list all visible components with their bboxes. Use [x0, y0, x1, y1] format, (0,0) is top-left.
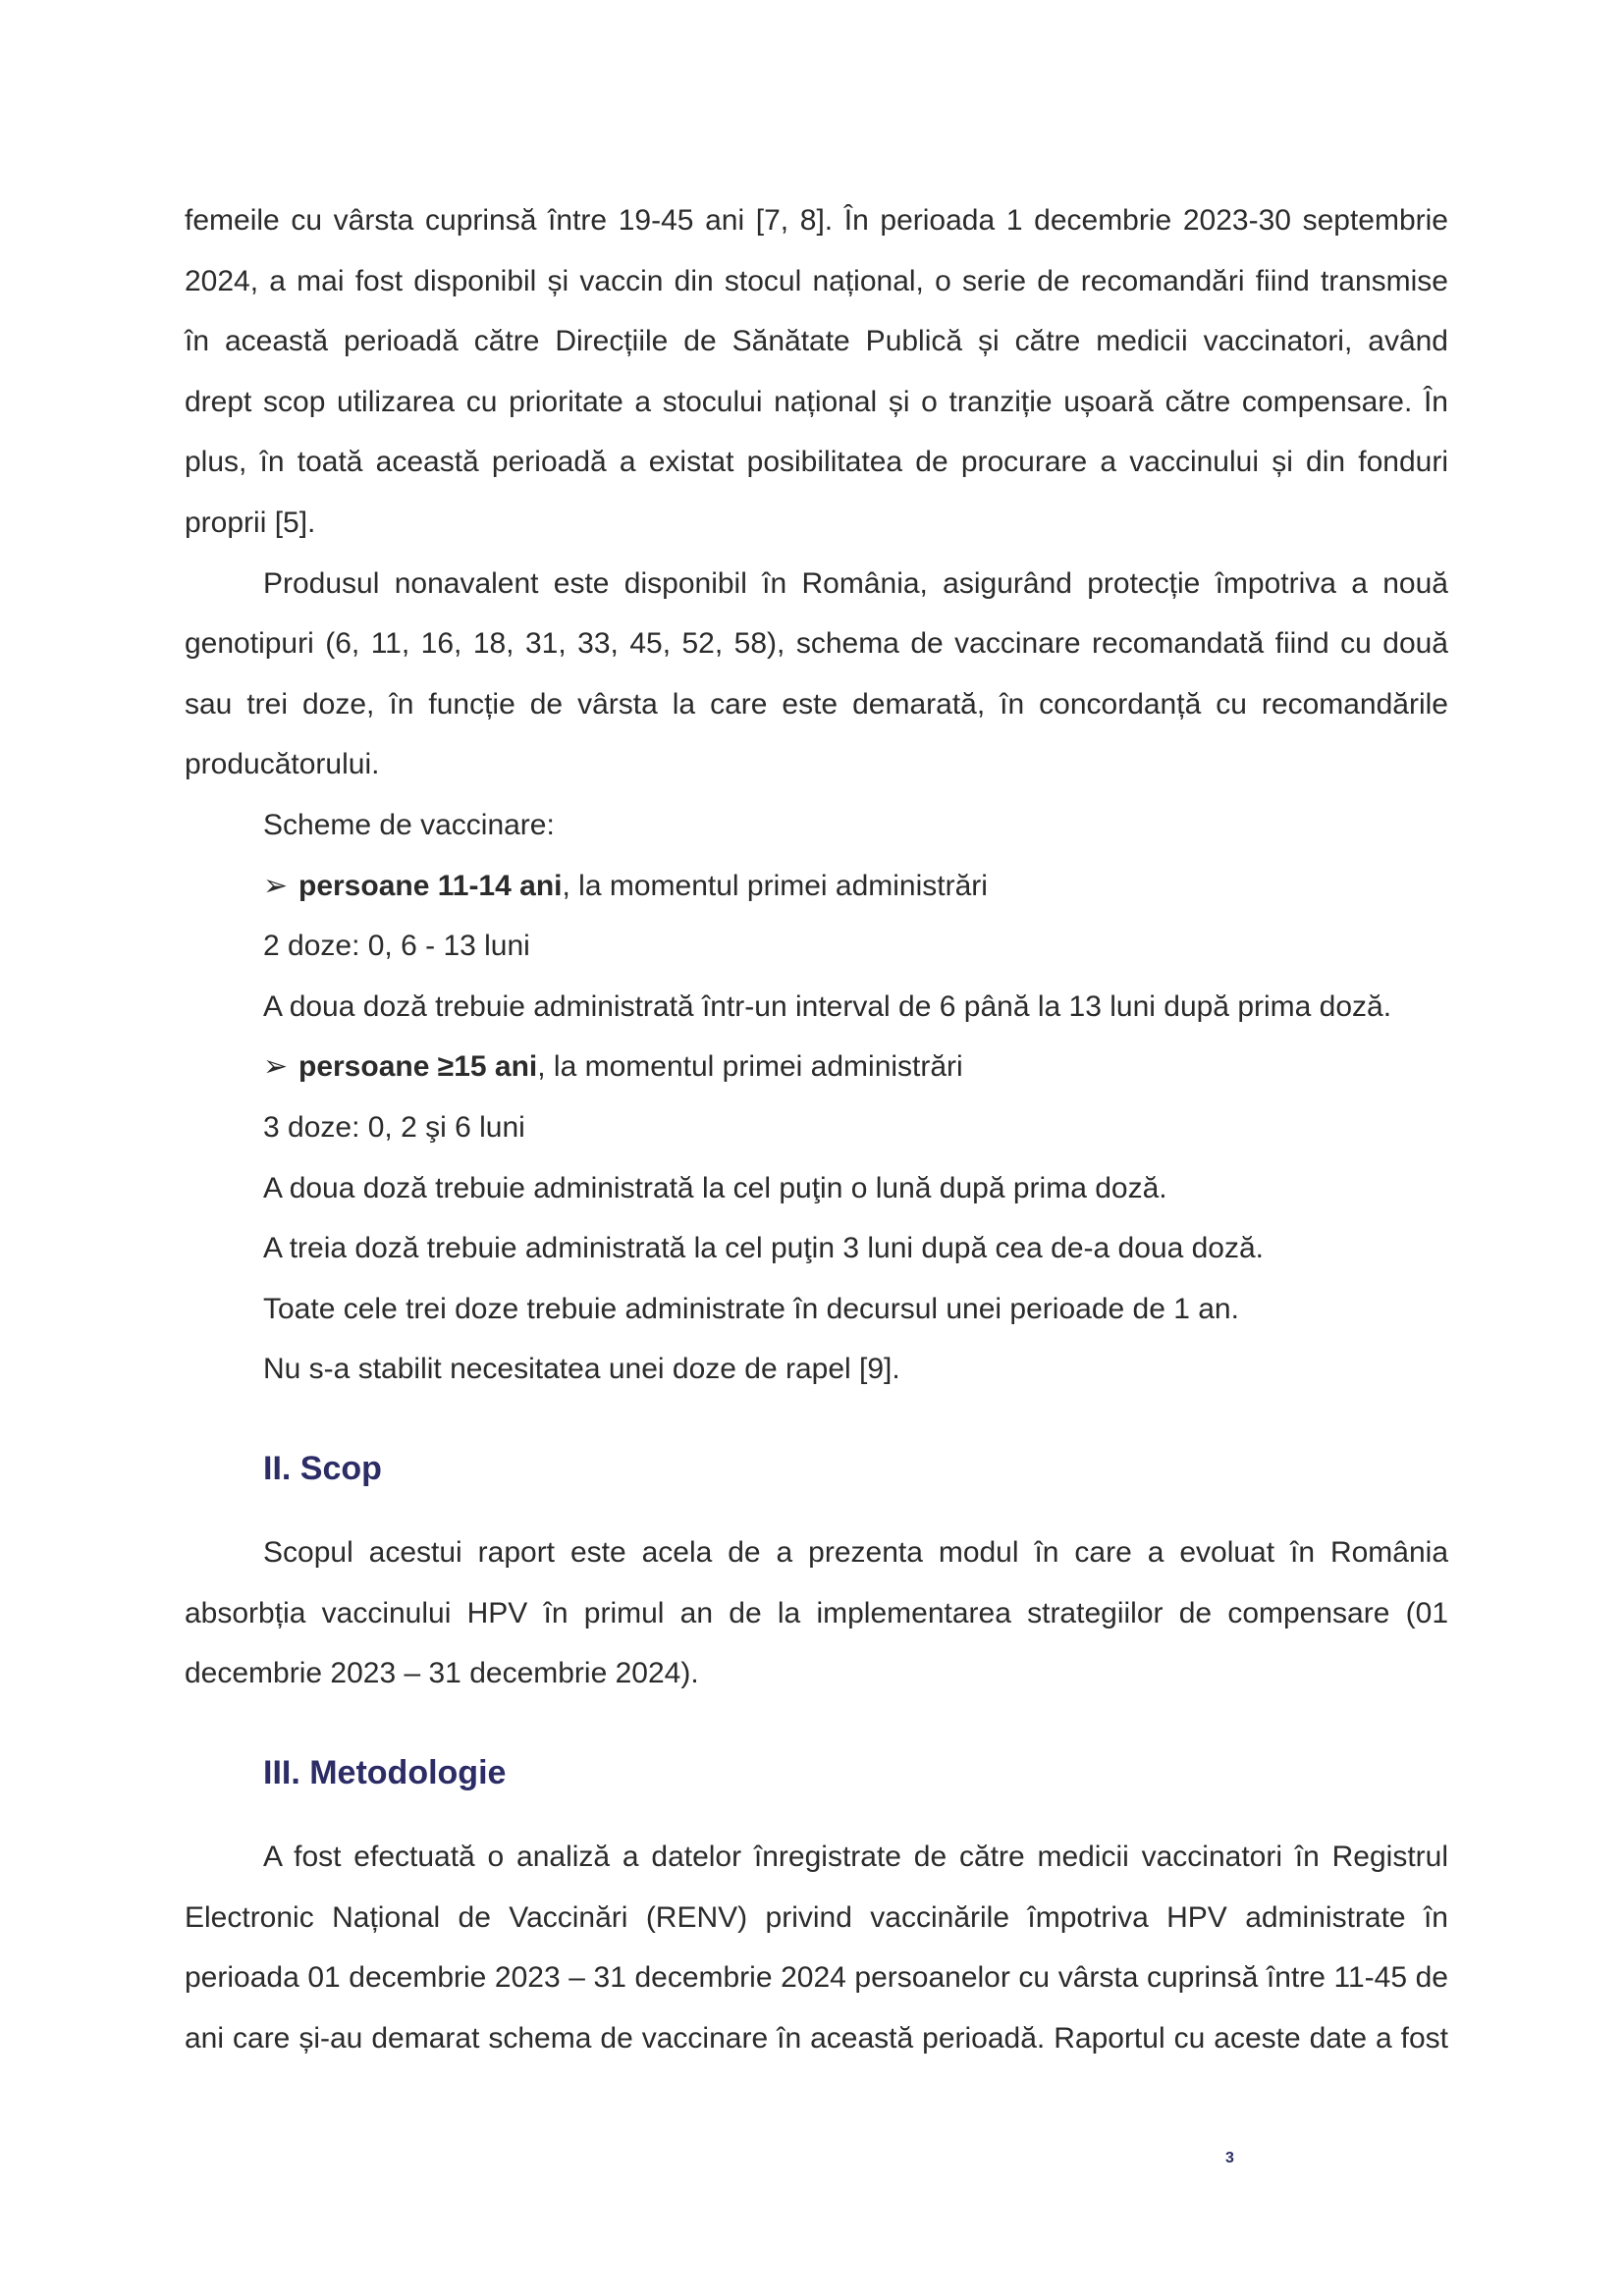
scheme-line: Toate cele trei doze trebuie administrate în decursul unei perioade de 1 an.: [263, 1292, 1239, 1325]
paragraph-line: absorbția vaccinului HPV în primul an de la implementarea strategiilor de compensare (01: [185, 1596, 1448, 1629]
paragraph-line: producătorului.: [185, 748, 380, 781]
scheme-group-1-rest: , la momentul primei administrări: [562, 869, 988, 902]
paragraph-line: proprii [5].: [185, 507, 316, 539]
paragraph-line: A fost efectuată o analiză a datelor înregistrate de către medicii vaccinatori în Registrul: [263, 1841, 1448, 1873]
paragraph-line: sau trei doze, în funcție de vârsta la care este demarată, în concordanță cu recomandările: [185, 687, 1448, 721]
scheme-line: A doua doză trebuie administrată la cel puţin o lună după prima doză.: [263, 1171, 1167, 1204]
paragraph-line: perioada 01 decembrie 2023 – 31 decembrie 2024 persoanelor cu vârsta cuprinsă între 11-45 de: [185, 1961, 1448, 1995]
paragraph-line: ani care și-au demarat schema de vaccinare în această perioadă. Raportul cu aceste date a fost: [185, 2021, 1448, 2055]
paragraph-line: Electronic Național de Vaccinări (RENV) privind vaccinările împotriva HPV administrate în: [185, 1900, 1448, 1934]
paragraph-line: drept scop utilizarea cu prioritate a stocului național și o tranziție ușoară către compensare. În: [185, 385, 1448, 418]
scheme-line: A treia doză trebuie administrată la cel puţin 3 luni după cea de-a doua doză.: [263, 1232, 1265, 1265]
scheme-group-1-title: [263, 856, 988, 917]
scheme-group-1-bold: persoane 11-14 ani: [298, 869, 563, 902]
schemes-heading: Scheme de vaccinare:: [263, 809, 555, 841]
paragraph-line: plus, în toată această perioadă a existat posibilitatea de procurare a vaccinului și din fonduri: [185, 446, 1448, 479]
scheme-line: Nu s-a stabilit necesitatea unei doze de rapel [9].: [263, 1353, 900, 1386]
arrow-bullet-icon: ➢: [263, 1050, 289, 1084]
scheme-group-2-title: [263, 1037, 963, 1097]
paragraph-line: genotipuri (6, 11, 16, 18, 31, 33, 45, 52, 58), schema de vaccinare recomandată fiind cu două: [185, 627, 1448, 661]
paragraph-line: Scopul acestui raport este acela de a prezenta modul în care a evoluat în România: [263, 1536, 1448, 1569]
scheme-line: A doua doză trebuie administrată într-un interval de 6 până la 13 luni după prima doză.: [263, 989, 1392, 1023]
paragraph-line: femeile cu vârsta cuprinsă între 19-45 ani [7, 8]. În perioada 1 decembrie 2023-30 septembrie: [185, 204, 1448, 237]
arrow-bullet-icon: ➢: [263, 869, 289, 902]
paragraph-line: decembrie 2023 – 31 decembrie 2024).: [185, 1657, 699, 1690]
scheme-line: 2 doze: 0, 6 - 13 luni: [263, 930, 530, 963]
scheme-line: 3 doze: 0, 2 şi 6 luni: [263, 1111, 525, 1144]
paragraph-line: 2024, a mai fost disponibil și vaccin din stocul național, o serie de recomandări fiind transmise: [185, 264, 1448, 297]
paragraph-line: în această perioadă către Direcțiile de Sănătate Publică și către medicii vaccinatori, având: [185, 325, 1448, 358]
scheme-group-2-rest: , la momentul primei administrări: [537, 1050, 963, 1084]
section-heading-metodologie: III. Metodologie: [263, 1754, 507, 1791]
section-heading-scop: II. Scop: [263, 1450, 382, 1487]
paragraph-line: Produsul nonavalent este disponibil în România, asigurând protecție împotriva a nouă: [263, 566, 1448, 600]
page-number: 3: [1225, 2150, 1234, 2166]
scheme-group-2-bold: persoane ≥15 ani: [298, 1050, 538, 1084]
